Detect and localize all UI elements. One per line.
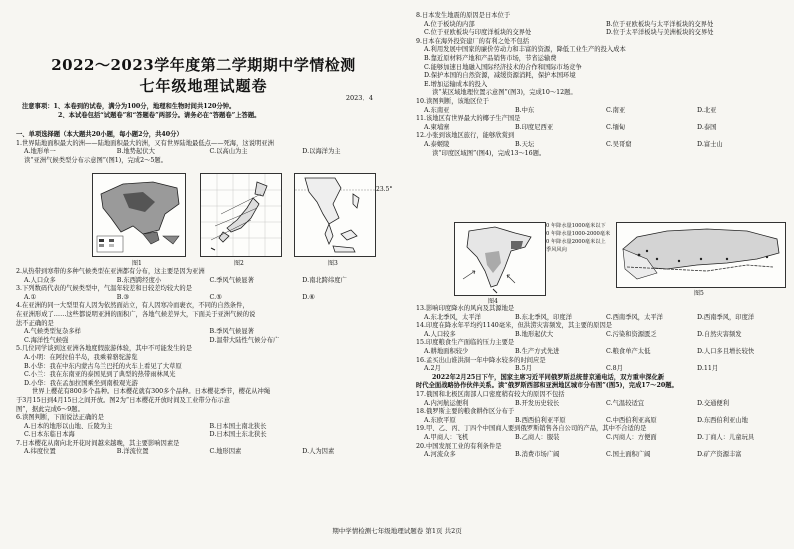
- q17-options: [416, 400, 788, 409]
- question-20: 20.中国发展工业的有利条件是: [416, 442, 502, 450]
- option: A.柬埔寨: [424, 123, 450, 131]
- option: D.交通便利: [697, 399, 730, 407]
- figure-3-latitude-label: 23.5°: [376, 186, 393, 193]
- option: C.西南季风，太平洋: [606, 313, 663, 321]
- option: D.南北跨纬度广: [302, 276, 347, 284]
- option: A.东南亚: [424, 106, 450, 114]
- q8-options-a: [416, 21, 788, 30]
- q6-intro: 世界上樱花有800多个品种。日本樱花就有300多个品种。日本樱花季节，樱花从冲绳: [32, 388, 271, 396]
- option: A.人口众多: [24, 276, 56, 284]
- option: D.人为因素: [302, 448, 335, 456]
- option: D.人口多且增长较快: [697, 347, 755, 355]
- option: B.地形起伏大: [515, 330, 554, 338]
- option: B.季风气候显著: [209, 328, 254, 336]
- option: C.能够加速日地融入国际经济技术的合作和国际市场竞争: [424, 63, 582, 71]
- option: B.洋流位置: [116, 448, 149, 456]
- option: C.中西伯利亚高原: [606, 416, 657, 424]
- q2-options: [16, 277, 395, 286]
- notes-line2: 2、本试卷包括“试题卷”和“答题卷”两部分。请务必在“答题卷”上答题。: [58, 111, 261, 119]
- q6-intro-cont: 于3月15日到4月15日之间开放。图2为“日本樱花开放时间及工业带分布示意: [16, 396, 230, 404]
- option: A.地形单一: [24, 148, 56, 156]
- option: D.以海洋为主: [302, 148, 341, 156]
- notes-line1: 1、本卷到的试卷，满分为100分，地理和生物时间共120分钟。: [53, 103, 236, 110]
- option: A.2月: [424, 365, 441, 373]
- option: B.地势起伏大: [116, 148, 155, 156]
- option: A.①: [24, 293, 37, 301]
- option: D.泰国: [697, 123, 717, 131]
- option: B.消费市场广阔: [515, 451, 560, 459]
- question-14: 14.印度在降水年平均约1140毫米，但洪涝灾害频发，其主要的原因是: [416, 322, 613, 330]
- q6-options-b: [16, 431, 395, 440]
- option: B.生产方式先进: [515, 347, 560, 355]
- option: D.⑥: [302, 293, 315, 301]
- legend-item: 0 年降水量2000毫米以上: [546, 239, 606, 245]
- legend-item: 0 年降水量1000-2000毫米: [546, 231, 611, 237]
- exam-date: 2023．4: [345, 94, 373, 102]
- option: B.位于亚欧板块与太平洋板块的交界处: [606, 20, 714, 28]
- option: A.利用发展中国家的廉价劳动力和丰富的资源，降低工业生产的投入成本: [424, 46, 626, 54]
- q13-options: [416, 314, 788, 323]
- option: A.人口较多: [424, 330, 456, 338]
- option: C.日本东临日本海: [24, 431, 75, 439]
- option: B.乙商人：服装: [515, 433, 560, 441]
- option: B.中东: [515, 106, 535, 114]
- page-footer: 期中学情检测七年级地理试题卷 第1页 共2页: [332, 527, 462, 535]
- option: B.东北季风，印度洋: [515, 313, 573, 321]
- section1-questions: [16, 268, 395, 457]
- q17-intro-cont: 时代全面战略协作伙伴关系。读“俄罗斯西部和亚洲地区城市分布图”(图5)，完成17～20题。: [416, 382, 678, 390]
- q10-intro: 读“某区域地理位置示意图”(图3)，完成10～12题。: [432, 89, 577, 97]
- question-6: 6.读图判断，下面说法正确的是: [16, 414, 104, 422]
- q10-options: [416, 107, 788, 116]
- option: C.季风气候显著: [209, 276, 254, 284]
- option: B.开发历史较长: [515, 399, 560, 407]
- section1-top: [16, 131, 395, 165]
- option: A.小明：在阿拉伯半岛，我乘着骆驼游览: [24, 353, 138, 361]
- legend-item: 0 年降水量1000毫米以下: [546, 223, 606, 229]
- option: A.甲商人：飞机: [424, 433, 469, 441]
- question-9: 9.日本在海外投资建厂的有利之处不包括: [416, 37, 530, 45]
- option: D.保护本国的自然资源，减缓资源消耗，保护本国环境: [424, 72, 576, 80]
- question-2: 2.从热带到寒带的多种气候类型在亚洲都有分布，这主要是因为亚洲: [16, 268, 205, 275]
- question-11: 11.该地区有世界最大的椰子生产国是: [416, 115, 521, 123]
- option: C.8月: [606, 365, 623, 373]
- option: D.温带大陆性气候分布广: [209, 336, 280, 344]
- option: A.河流众多: [424, 451, 456, 459]
- q1-options: [16, 148, 395, 157]
- option: C.粮食单产太低: [606, 347, 651, 355]
- option: C.丙商人：方便面: [606, 433, 657, 441]
- option: D.东西伯利亚山地: [697, 416, 748, 424]
- question-5: 5.几位同学谈到这亚洲各地度假旅游体验，其中不可能发生的是: [16, 345, 193, 353]
- option: A.日本的地形以山地、丘陵为主: [24, 422, 113, 430]
- option: B.天坛: [515, 140, 535, 148]
- question-4-cont: 在亚洲形成了……这些都说明亚洲的面积广，各地气候差异大，下面关于亚洲气候的说: [16, 310, 256, 318]
- question-18: 18.俄罗斯主要的粮食耕作区分布于: [416, 408, 515, 416]
- option: A.泰姬陵: [424, 140, 450, 148]
- option: C.海洋性气候强: [24, 336, 69, 344]
- option: C.地形因素: [209, 448, 242, 456]
- option: D.11月: [697, 365, 719, 373]
- question-12: 12.小张到该地区旅行，能够欣赏到: [416, 132, 515, 140]
- option: A.纬度位置: [24, 448, 56, 456]
- exam-subtitle: 七年级地理试题卷: [139, 77, 268, 95]
- map-intro: 读“亚洲气候类型分布示意图”(图1)，完成2～5题。: [24, 156, 168, 164]
- option: C.吴哥窟: [606, 140, 632, 148]
- notes-block: [22, 103, 395, 120]
- question-4-cont: 法不正确的是: [16, 319, 54, 327]
- option: B.靠近原材料产地和产品销售市场，节省运输费: [424, 54, 557, 62]
- option: A.耕地面积较少: [424, 347, 469, 355]
- option: D.西南季风，印度洋: [697, 313, 755, 321]
- option: B.印度尼西亚: [515, 123, 554, 131]
- option: E.增加运输成本的投入: [424, 80, 488, 88]
- option: B.5月: [515, 365, 532, 373]
- right-bottom-questions: [416, 305, 788, 460]
- figure-2-caption: 图2: [234, 260, 244, 267]
- question-3: 3.下列数码代表的气候类型中，气温年较差和日较差均较大的是: [16, 285, 193, 293]
- option: D.丁商人：儿童玩具: [697, 433, 755, 441]
- option: C.⑤: [209, 293, 222, 301]
- section1-heading: 一、单项选择题（本大题共20小题，每小题2分，共40分）: [16, 131, 183, 138]
- q20-options: [416, 451, 788, 460]
- question-15: 15.印度粮食生产面临的压力主要是: [416, 339, 515, 347]
- question-4: 4.在亚洲的同一大型里有人因为依然面站立，有人因寒冷而裹衣，不同的自然条件，: [16, 302, 249, 310]
- q19-options: [416, 434, 788, 443]
- option: D.位于太平洋板块与美洲板块的交界处: [606, 29, 714, 37]
- figure-3-southeast-asia-map: [294, 173, 376, 257]
- option: C.位于亚欧板块与印度洋板块的交界处: [424, 29, 532, 37]
- figure-5-russia-map: [616, 222, 786, 288]
- exam-title: 2022～2023学年度第二学期期中学情检测: [51, 56, 356, 74]
- q15-options: [416, 348, 788, 357]
- figure-5-caption: 图5: [694, 290, 704, 297]
- question-19: 19.甲、乙、丙、丁四个中国商人要到俄罗斯销售各自公司的产品，其中不合适的是: [416, 425, 647, 433]
- question-10: 10.读图判断，该地区位于: [416, 97, 489, 105]
- q4-options-a: [16, 328, 395, 337]
- figure-3-caption: 图3: [328, 260, 338, 267]
- option: C.以高山为主: [209, 148, 248, 156]
- figure-4-india-map: [454, 222, 546, 296]
- question-13: 13.影响印度降水的风向及其源地是: [416, 305, 515, 312]
- q12-options: [416, 141, 788, 150]
- question-1: 1.世界陆地面积最大的洲——陆地面积最大的洲，又有世界陆地最低点——死海，这说明亚洲: [16, 139, 274, 147]
- figure-1-asia-climate-map: [92, 173, 186, 257]
- option: B.③: [116, 293, 130, 301]
- figure-1-caption: 图1: [132, 260, 142, 267]
- q16-options: [416, 365, 788, 374]
- question-8: 8.日本发生地震的原因是日本位于: [416, 12, 511, 19]
- option: D.北亚: [697, 106, 717, 114]
- option: A.内河航运便利: [424, 399, 469, 407]
- question-16: 16.孟买出山谁洪洞一年中降水较多的时间应是: [416, 356, 546, 364]
- figure-4-caption: 图4: [488, 298, 498, 305]
- figure-2-japan-map: [200, 173, 282, 257]
- q17-intro: 2022年2月25日下午，国家主席习近平同俄罗斯总统普京通电话，双方重申深化新: [432, 373, 665, 381]
- option: C.气温较适宜: [606, 399, 645, 407]
- option: C.南亚: [606, 106, 626, 114]
- option: B.西西伯利亚平原: [515, 416, 566, 424]
- q6-options-a: [16, 423, 395, 432]
- option: B.日本国土南北狭长: [209, 422, 267, 430]
- option: D.自然灾害频发: [697, 330, 742, 338]
- question-7: 7.日本樱花从南向北开花时间越来越晚，其主要影响因素是: [16, 439, 180, 447]
- q6-intro-cont: 图”，据此完成6～9题。: [16, 405, 84, 413]
- option: C.小兰：我在东南亚的泰国见到了典型的热带雨林风光: [24, 371, 176, 379]
- legend-item: 季风风向: [546, 247, 567, 253]
- option: B.东西跨经度小: [116, 276, 162, 284]
- option: A.东欧平原: [424, 416, 456, 424]
- option: C.缅甸: [606, 123, 626, 131]
- option: D.小华：我在孟加拉国乘坐到南极观光游: [24, 379, 138, 387]
- notes-label: 注意事项：: [22, 103, 54, 110]
- option: D.日本国土东北狭长: [209, 431, 267, 439]
- option: A.东北季风，太平洋: [424, 313, 481, 321]
- option: A.气候类型复杂多样: [24, 328, 81, 336]
- q7-options: [16, 448, 395, 457]
- right-top-questions: [416, 12, 788, 158]
- option: B.小华：我在中东内蒙古乌兰巴托的火车上看见了大草原: [24, 362, 182, 370]
- question-17: 17.俄国和北极区南部人口密度稍有较大的原因不包括: [416, 390, 565, 398]
- q13-intro: 读“印度区域图”(图4)，完成13～16题。: [432, 149, 546, 157]
- q8-options-b: [416, 29, 788, 38]
- option: D.矿产资源丰富: [697, 451, 742, 459]
- option: D.富士山: [697, 140, 723, 148]
- option: C.污染和资源匮乏: [606, 330, 657, 338]
- option: C.国土面积广阔: [606, 451, 651, 459]
- option: A.位于板块的内部: [424, 20, 475, 28]
